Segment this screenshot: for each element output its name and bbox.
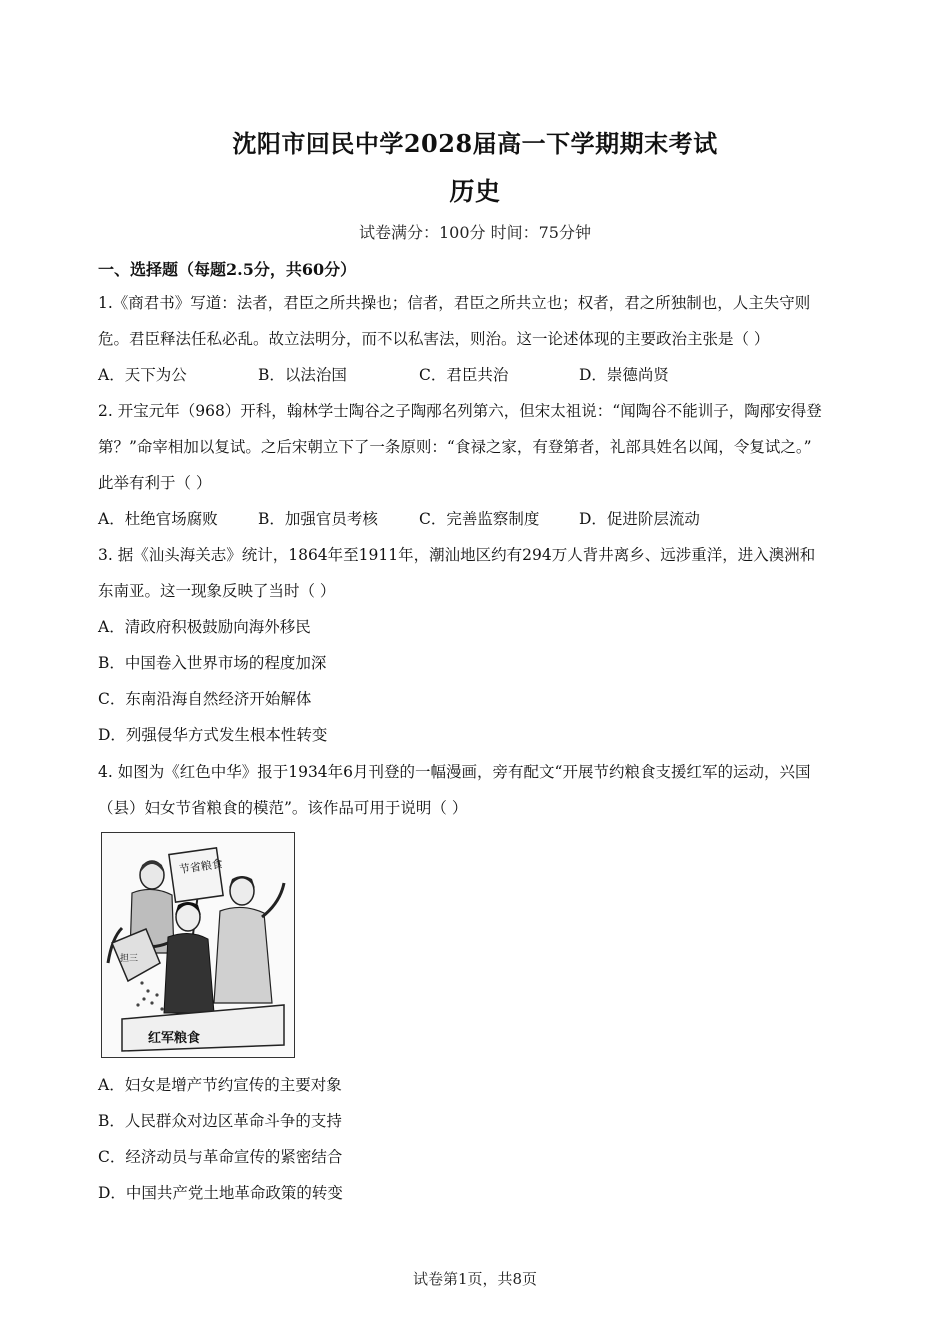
q1-option-b: B．以法治国 [258,366,347,384]
q3-line-1: 3. 据《汕头海关志》统计，1864年至1911年，潮汕地区约有294万人背井离乡、远涉重洋，进入澳洲和 [98,546,816,564]
cartoon-illustration [102,833,293,1056]
q3-option-d: D．列强侵华方式发生根本性转变 [98,726,328,744]
q2-line-1: 2. 开宝元年（968）开科，翰林学士陶谷之子陶邴名列第六，但宋太祖说：“闻陶谷不能训子，陶邴安得登 [98,402,822,420]
q2-line-2: 第？”命宰相加以复试。之后宋朝立下了一条原则：“食禄之家，有登第者，礼部具姓名以闻，令复试之。” [98,438,812,456]
q1-option-d: D．崇德尚贤 [579,366,669,384]
q4-line-2: （县）妇女节省粮食的模范”。该作品可用于说明（ ） [98,799,468,817]
q2-option-d: D．促进阶层流动 [579,510,700,528]
q2-option-a: A．杜绝官场腐败 [98,510,218,528]
q1-option-a: A．天下为公 [98,366,187,384]
q3-option-c: C．东南沿海自然经济开始解体 [98,690,312,708]
q2-option-c: C．完善监察制度 [419,510,540,528]
q3-option-a: A．清政府积极鼓励向海外移民 [98,618,311,636]
q3-option-b: B．中国卷入世界市场的程度加深 [98,654,327,672]
sign-text: 节省粮食 [178,857,224,877]
q1-option-c: C．君臣共治 [419,366,509,384]
q4-option-b: B．人民群众对边区革命斗争的支持 [98,1112,342,1130]
q3-line-2: 东南亚。这一现象反映了当时（ ） [98,582,336,600]
q2-option-b: B．加强官员考核 [258,510,378,528]
q4-option-a: A．妇女是增产节约宣传的主要对象 [98,1076,342,1094]
exam-info: 试卷满分：100分 时间：75分钟 [359,223,591,242]
q4-option-d: D．中国共产党土地革命政策的转变 [98,1184,343,1202]
exam-subject: 历史 [449,177,501,206]
cartoon-figure [101,832,295,1058]
q4-option-c: C．经济动员与革命宣传的紧密结合 [98,1148,343,1166]
bag-text: 担三 [120,954,139,964]
box-text: 红军粮食 [148,1031,201,1046]
exam-title: 沈阳市回民中学2028届高一下学期期末考试 [232,129,718,158]
q2-line-3: 此举有利于（ ） [98,474,212,492]
q1-line-2: 危。君臣释法任私必乱。故立法明分，而不以私害法，则治。这一论述体现的主要政治主张是（ ） [98,330,770,348]
q4-line-1: 4. 如图为《红色中华》报于1934年6月刊登的一幅漫画，旁有配文“开展节约粮食支援红军的运动，兴国 [98,763,811,781]
section-heading: 一、选择题（每题2.5分，共60分） [98,260,357,279]
q1-line-1: 1.《商君书》写道：法者，君臣之所共操也；信者，君臣之所共立也；权者，君之所独制也，人主失守则 [98,294,811,312]
page-footer: 试卷第1页，共8页 [412,1270,538,1288]
